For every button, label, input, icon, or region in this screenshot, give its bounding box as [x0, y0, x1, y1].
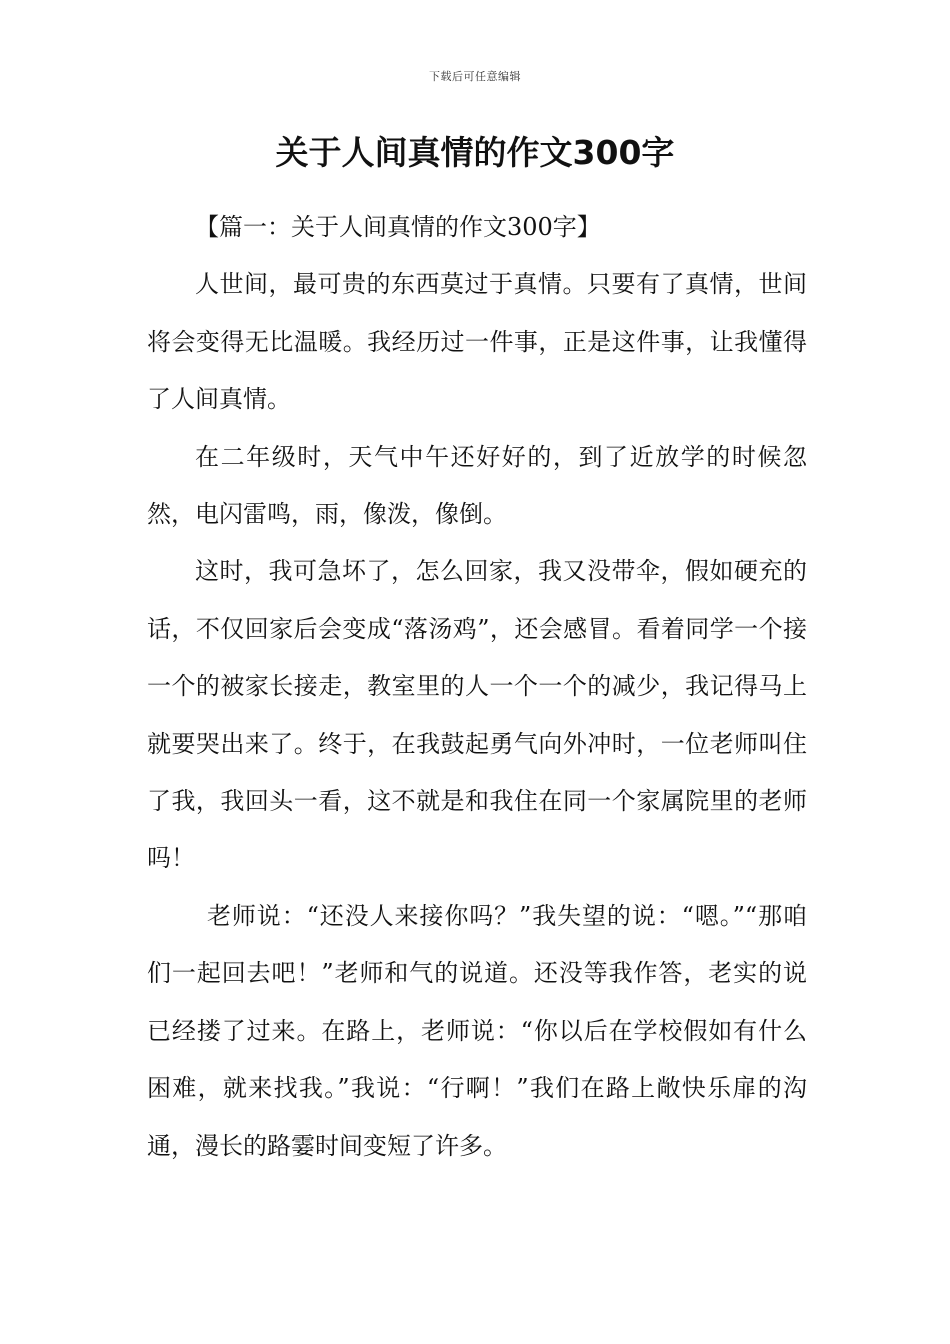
document-body	[147, 199, 807, 1175]
paragraph-2: 在二年级时，天气中午还好好的，到了近放学的时候忽然，电闪雷鸣，雨，像泼，像倒。	[147, 442, 807, 529]
section-heading: 【篇一：关于人间真情的作文300字】	[195, 213, 601, 241]
header-note: 下载后可任意编辑	[429, 70, 521, 83]
paragraph-1: 人世间，最可贵的东西莫过于真情。只要有了真情，世间将会变得无比温暖。我经历过一件事，正是这件事，让我懂得了人间真情。	[147, 270, 807, 414]
paragraph-3: 这时，我可急坏了，怎么回家，我又没带伞，假如硬充的话，不仅回家后会变成“落汤鸡”，还会感冒。看着同学一个接一个的被家长接走，教室里的人一个一个的减少，我记得马上就要哭出来了。终于，在我鼓起勇气向外冲时，一位老师叫住了我，我回头一看，这不就是和我住在同一个家属院里的老师吗！	[147, 557, 807, 873]
document-title: 关于人间真情的作文300字	[275, 133, 675, 172]
paragraph-4: 老师说：“还没人来接你吗？”我失望的说：“嗯。”“那咱们一起回去吧！”老师和气的说道。还没等我作答，老实的说已经搂了过来。在路上，老师说：“你以后在学校假如有什么困难，就来找我。”我说：“行啊！”我们在路上敞快乐扉的沟通，漫长的路霎时间变短了许多。	[147, 901, 807, 1160]
